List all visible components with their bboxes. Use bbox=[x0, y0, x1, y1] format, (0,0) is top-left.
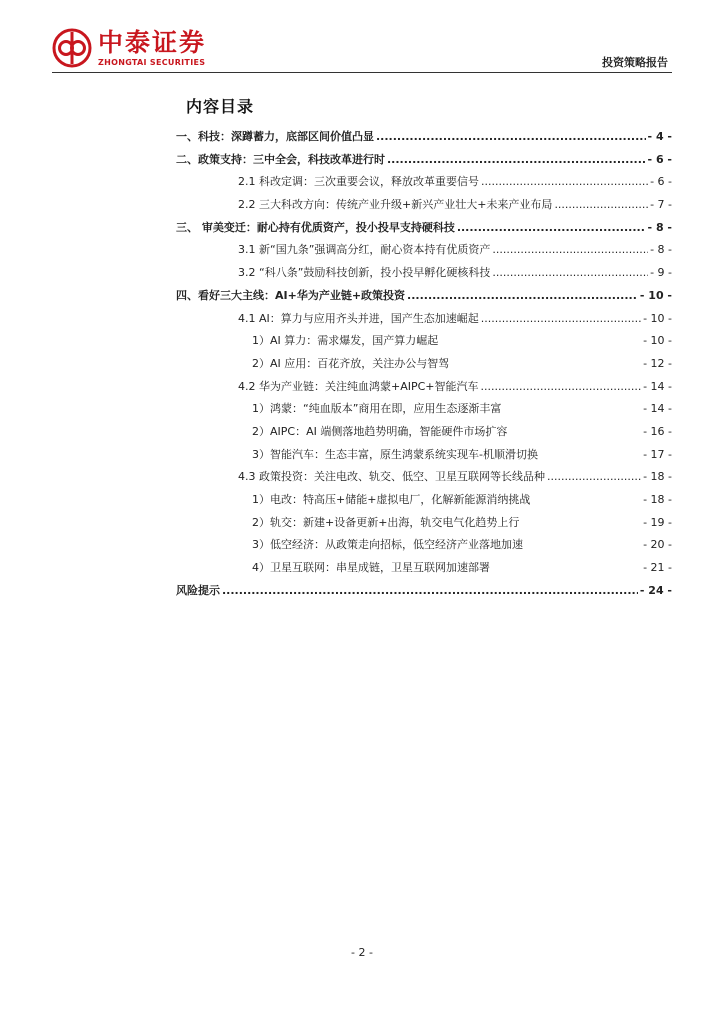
toc-title: 内容目录 bbox=[186, 97, 255, 116]
toc-entry-title: 4.1 AI：算力与应用齐头并进，国产生态加速崛起 bbox=[238, 311, 479, 325]
toc-entry[interactable] bbox=[176, 287, 672, 310]
header-divider bbox=[52, 72, 672, 73]
toc-entry-page: - 10 - bbox=[643, 334, 672, 348]
toc-entry[interactable] bbox=[176, 423, 672, 446]
logo-chinese-name: 中泰证券 bbox=[98, 27, 207, 57]
toc-entry-title: 4.3 政策投资：关注电改、轨交、低空、卫星互联网等长线品种 bbox=[238, 470, 545, 484]
toc-entry-page: - 6 - bbox=[650, 175, 672, 189]
toc-entry[interactable] bbox=[176, 582, 672, 605]
toc-entry-title: 1）电改：特高压+储能+虚拟电厂，化解新能源消纳挑战 bbox=[252, 493, 531, 506]
toc-dot-leader bbox=[492, 243, 648, 256]
toc-entry[interactable] bbox=[176, 491, 672, 514]
toc-entry-page: - 14 - bbox=[643, 379, 672, 393]
toc-entry-title: 风险提示 bbox=[176, 583, 220, 597]
toc-entry[interactable] bbox=[176, 446, 672, 469]
toc-entry-page: - 9 - bbox=[650, 266, 672, 280]
toc-entry[interactable] bbox=[176, 128, 672, 151]
toc-dot-leader bbox=[481, 380, 642, 393]
toc-entry-title: 三、 审美变迁：耐心持有优质资产，投小投早支持硬科技 bbox=[176, 220, 455, 234]
toc-entry-title: 2）轨交：新建+设备更新+出海，轨交电气化趋势上行 bbox=[252, 515, 520, 529]
toc-dot-leader bbox=[457, 221, 646, 234]
page-number: - 2 - bbox=[351, 946, 373, 959]
toc-dot-leader bbox=[387, 153, 646, 166]
toc-entry-page: - 4 - bbox=[647, 130, 672, 143]
toc-entry-title: 2）AIPC：AI 端侧落地趋势明确，智能硬件市场扩容 bbox=[252, 424, 508, 438]
toc-entry-page: - 18 - bbox=[643, 470, 672, 484]
toc-dot-leader bbox=[492, 266, 648, 279]
toc-entry[interactable] bbox=[176, 536, 672, 559]
toc-dot-leader bbox=[407, 289, 638, 302]
toc-entry-page: - 6 - bbox=[647, 152, 672, 166]
toc-entry[interactable] bbox=[176, 355, 672, 378]
toc-dot-leader bbox=[222, 584, 638, 597]
toc-entry-title: 四、看好三大主线：AI+华为产业链+政策投资 bbox=[176, 288, 406, 302]
toc-entry-page: - 16 - bbox=[643, 424, 672, 438]
toc-entry-title: 4.2 华为产业链：关注纯血鸿蒙+AIPC+智能汽车 bbox=[238, 379, 479, 393]
toc-dot-leader bbox=[481, 175, 648, 188]
toc-entry-page: - 10 - bbox=[643, 311, 672, 325]
toc-entry-title: 2.2 三大科改方向：传统产业升级+新兴产业壮大+未来产业布局 bbox=[238, 198, 553, 212]
toc-entry[interactable] bbox=[176, 514, 672, 537]
toc-entry[interactable] bbox=[176, 468, 672, 491]
table-of-contents bbox=[176, 128, 672, 604]
toc-entry-page: - 21 - bbox=[643, 561, 672, 575]
toc-entry-page: - 20 - bbox=[643, 538, 672, 552]
logo-english-name: ZHONGTAI SECURITIES bbox=[98, 57, 206, 67]
toc-entry-page: - 8 - bbox=[647, 220, 672, 234]
toc-entry[interactable] bbox=[176, 400, 672, 423]
toc-dot-leader bbox=[547, 470, 641, 483]
toc-entry-title: 2）AI 应用：百花齐放，关注办公与智驾 bbox=[252, 356, 450, 370]
toc-entry-title: 3）智能汽车：生态丰富，原生鸿蒙系统实现车-机顺滑切换 bbox=[252, 447, 538, 461]
toc-entry[interactable] bbox=[176, 151, 672, 174]
toc-entry-title: 1）AI 算力：需求爆发，国产算力崛起 bbox=[252, 334, 439, 348]
toc-entry[interactable] bbox=[176, 378, 672, 401]
toc-entry-page: - 24 - bbox=[639, 583, 672, 597]
toc-entry-page: - 12 - bbox=[643, 356, 672, 370]
toc-entry-page: - 8 - bbox=[650, 243, 672, 257]
toc-entry-title: 二、政策支持：三中全会，科技改革进行时 bbox=[176, 152, 385, 166]
logo-mark-icon bbox=[52, 28, 92, 68]
toc-entry-title: 1）鸿蒙：“纯血版本”商用在即，应用生态逐渐丰富 bbox=[252, 402, 502, 416]
toc-dot-leader bbox=[376, 130, 646, 143]
report-type: 投资策略报告 bbox=[602, 56, 668, 69]
toc-entry[interactable] bbox=[176, 219, 672, 242]
toc-entry[interactable] bbox=[176, 196, 672, 219]
company-logo bbox=[52, 28, 206, 68]
toc-entry[interactable] bbox=[176, 559, 672, 582]
toc-entry[interactable] bbox=[176, 310, 672, 333]
toc-entry-page: - 17 - bbox=[643, 447, 672, 461]
toc-entry-title: 2.1 科改定调：三次重要会议，释放改革重要信号 bbox=[238, 175, 479, 189]
toc-entry[interactable] bbox=[176, 241, 672, 264]
toc-entry-page: - 7 - bbox=[650, 198, 672, 212]
toc-entry-title: 3）低空经济：从政策走向招标，低空经济产业落地加速 bbox=[252, 538, 523, 552]
toc-entry[interactable] bbox=[176, 332, 672, 355]
toc-dot-leader bbox=[554, 198, 648, 211]
toc-entry-page: - 18 - bbox=[643, 493, 672, 506]
toc-entry-title: 3.2 “科八条”鼓励科技创新，投小投早孵化硬核科技 bbox=[238, 266, 491, 280]
toc-entry-page: - 14 - bbox=[643, 402, 672, 416]
toc-entry-title: 3.1 新“国九条”强调高分红，耐心资本持有优质资产 bbox=[238, 243, 491, 257]
toc-entry[interactable] bbox=[176, 264, 672, 287]
toc-entry[interactable] bbox=[176, 173, 672, 196]
toc-entry-page: - 19 - bbox=[643, 515, 672, 529]
toc-entry-title: 4）卫星互联网：串星成链，卫星互联网加速部署 bbox=[252, 561, 490, 575]
toc-dot-leader bbox=[481, 312, 641, 325]
toc-entry-title: 一、科技：深蹲蓄力，底部区间价值凸显 bbox=[176, 130, 374, 143]
toc-entry-page: - 10 - bbox=[639, 288, 672, 302]
